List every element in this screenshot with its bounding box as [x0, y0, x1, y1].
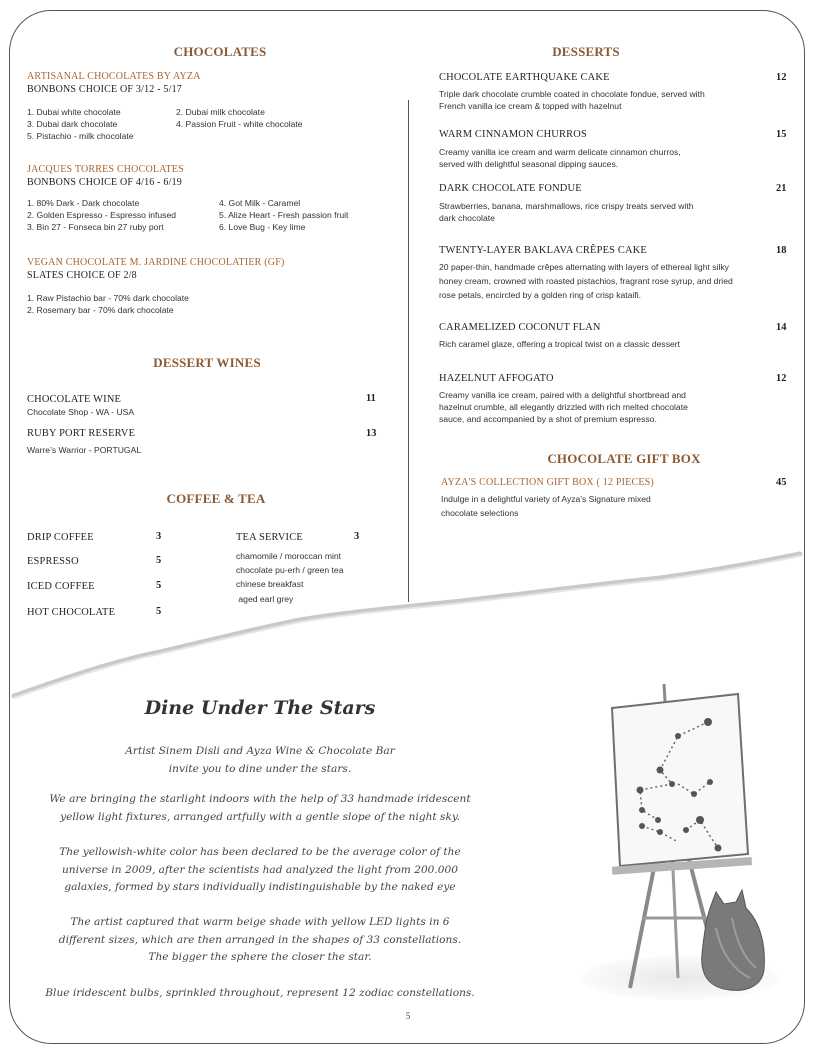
choc-group-1-choice: BONBONS CHOICE OF 3/12 - 5/17: [27, 84, 182, 95]
dessert-desc: rose petals, encircled by a golden ring of crisp kataifi.: [439, 290, 642, 300]
dessert-price: 18: [776, 245, 787, 256]
desserts-title: DESSERTS: [552, 44, 620, 59]
dessert-desc: sauce, and accompanied by a shot of premium espresso.: [439, 414, 657, 424]
list-item: 6. Love Bug - Key lime: [219, 222, 306, 232]
coffee-name: DRIP COFFEE: [27, 532, 94, 543]
story-paragraph: We are bringing the starlight indoors with the help of 33 handmade iridescent yellow light fixtures, arranged artfully with a gentle slope of the night sky.: [49, 793, 471, 823]
story-paragraph: The artist captured that warm beige shade with yellow LED lights in 6 different sizes, which are then arranged in the shapes of 33 constellations. The bigger the sphere the closer the star.: [58, 916, 462, 963]
story-title: Dine Under The Stars: [144, 697, 376, 719]
gift-box-price: 45: [776, 477, 787, 488]
dessert-price: 21: [776, 183, 787, 194]
tea-option: chamomile / moroccan mint: [236, 551, 342, 561]
coffee-price: 5: [156, 606, 162, 617]
list-item: 5. Pistachio - milk chocolate: [27, 131, 134, 141]
list-item: 3. Bin 27 - Fonseca bin 27 ruby port: [27, 222, 164, 232]
coffee-name: ESPRESSO: [27, 556, 79, 567]
gift-box-title: CHOCOLATE GIFT BOX: [547, 451, 701, 466]
list-item: 3. Dubai dark chocolate: [27, 119, 118, 129]
dessert-desc: Rich caramel glaze, offering a tropical twist on a classic dessert: [439, 339, 681, 349]
coffee-price: 3: [156, 531, 162, 542]
dessert-desc: hazelnut crumble, all elegantly drizzled with rich melted chocolate: [439, 402, 688, 412]
dessert-desc: served with delightful seasonal dipping sauces.: [439, 159, 619, 169]
coffee-tea-title: COFFEE & TEA: [166, 491, 266, 506]
choc-group-3-choice: SLATES CHOICE OF 2/8: [27, 270, 137, 281]
list-item: 2. Rosemary bar - 70% dark chocolate: [27, 305, 174, 315]
tea-option: aged earl grey: [236, 594, 294, 604]
coffee-name: ICED COFFEE: [27, 581, 95, 592]
wine-origin: Chocolate Shop - WA - USA: [27, 407, 135, 417]
chocolates-title: CHOCOLATES: [173, 44, 267, 59]
tea-service-price: 3: [354, 531, 360, 542]
choc-group-3-subtitle: VEGAN CHOCOLATE M. JARDINE CHOCOLATIER (GF): [27, 257, 285, 268]
wine-name: RUBY PORT RESERVE: [27, 428, 136, 439]
story-paragraph: The yellowish-white color has been declared to be the average color of the universe in 2009, after the scientists had analyzed the light from 200.000 galaxies, formed by stars individually indistinguishable by the naked eye: [59, 846, 461, 893]
dessert-name: CARAMELIZED COCONUT FLAN: [439, 322, 601, 333]
dessert-wines-title: DESSERT WINES: [153, 355, 261, 370]
dessert-price: 12: [776, 72, 787, 83]
dessert-desc: 20 paper-thin, handmade crêpes alternating with layers of ethereal light silky: [439, 262, 729, 272]
wine-price: 11: [366, 393, 376, 404]
list-item: 2. Dubai milk chocolate: [176, 107, 265, 117]
wine-origin: Warre’s Warrior - PORTUGAL: [27, 445, 142, 455]
gift-box-desc: Indulge in a delightful variety of Ayza's Signature mixed: [441, 494, 651, 504]
list-item: 4. Passion Fruit - white chocolate: [176, 119, 303, 129]
dessert-desc: honey cream, crowned with roasted pistachios, fragrant rose syrup, and dried: [439, 276, 733, 286]
dessert-desc: dark chocolate: [439, 213, 495, 223]
wine-price: 13: [366, 428, 377, 439]
dessert-name: DARK CHOCOLATE FONDUE: [439, 183, 582, 194]
tea-service-name: TEA SERVICE: [236, 532, 303, 543]
list-item: 1. 80% Dark - Dark chocolate: [27, 198, 140, 208]
tea-option: chocolate pu-erh / green tea: [236, 565, 344, 575]
list-item: 4. Got Milk - Caramel: [219, 198, 301, 208]
list-item: 1. Raw Pistachio bar - 70% dark chocolate: [27, 293, 189, 303]
dessert-desc: Triple dark chocolate crumble coated in chocolate fondue, served with: [439, 89, 705, 99]
gift-box-desc: chocolate selections: [441, 508, 519, 518]
page-number: 5: [405, 1011, 411, 1021]
coffee-name: HOT CHOCOLATE: [27, 607, 116, 618]
list-item: 5. Alize Heart - Fresh passion fruit: [219, 210, 349, 220]
story-paragraph: Blue iridescent bulbs, sprinkled throughout, represent 12 zodiac constellations.: [45, 987, 475, 999]
list-item: 1. Dubai white chocolate: [27, 107, 121, 117]
column-divider: [408, 100, 409, 602]
choc-group-1-subtitle: ARTISANAL CHOCOLATES BY AYZA: [27, 71, 201, 82]
dessert-desc: Creamy vanilla ice cream, paired with a delightful shortbread and: [439, 390, 686, 400]
choc-group-2-subtitle: JACQUES TORRES CHOCOLATES: [27, 164, 184, 175]
dessert-price: 15: [776, 129, 787, 140]
dessert-desc: French vanilla ice cream & topped with hazelnut: [439, 101, 622, 111]
tea-option: chinese breakfast: [236, 579, 304, 589]
dessert-desc: Strawberries, banana, marshmallows, rice crispy treats served with: [439, 201, 694, 211]
dessert-name: TWENTY-LAYER BAKLAVA CRÊPES CAKE: [439, 245, 647, 256]
gift-box-name: AYZA'S COLLECTION GIFT BOX ( 12 PIECES): [441, 477, 654, 488]
dessert-name: CHOCOLATE EARTHQUAKE CAKE: [439, 72, 610, 83]
dessert-price: 14: [776, 322, 787, 333]
dessert-price: 12: [776, 373, 787, 384]
dessert-desc: Creamy vanilla ice cream and warm delicate cinnamon churros,: [439, 147, 681, 157]
wine-name: CHOCOLATE WINE: [27, 394, 122, 405]
coffee-price: 5: [156, 580, 162, 591]
story-paragraph: Artist Sinem Disli and Ayza Wine & Chocolate Bar invite you to dine under the stars.: [125, 745, 395, 775]
easel-constellation-cat-illustration: [560, 678, 780, 1003]
dessert-name: HAZELNUT AFFOGATO: [439, 373, 554, 384]
choc-group-2-choice: BONBONS CHOICE OF 4/16 - 6/19: [27, 177, 182, 188]
dessert-name: WARM CINNAMON CHURROS: [439, 129, 587, 140]
coffee-price: 5: [156, 555, 162, 566]
list-item: 2. Golden Espresso - Espresso infused: [27, 210, 177, 220]
